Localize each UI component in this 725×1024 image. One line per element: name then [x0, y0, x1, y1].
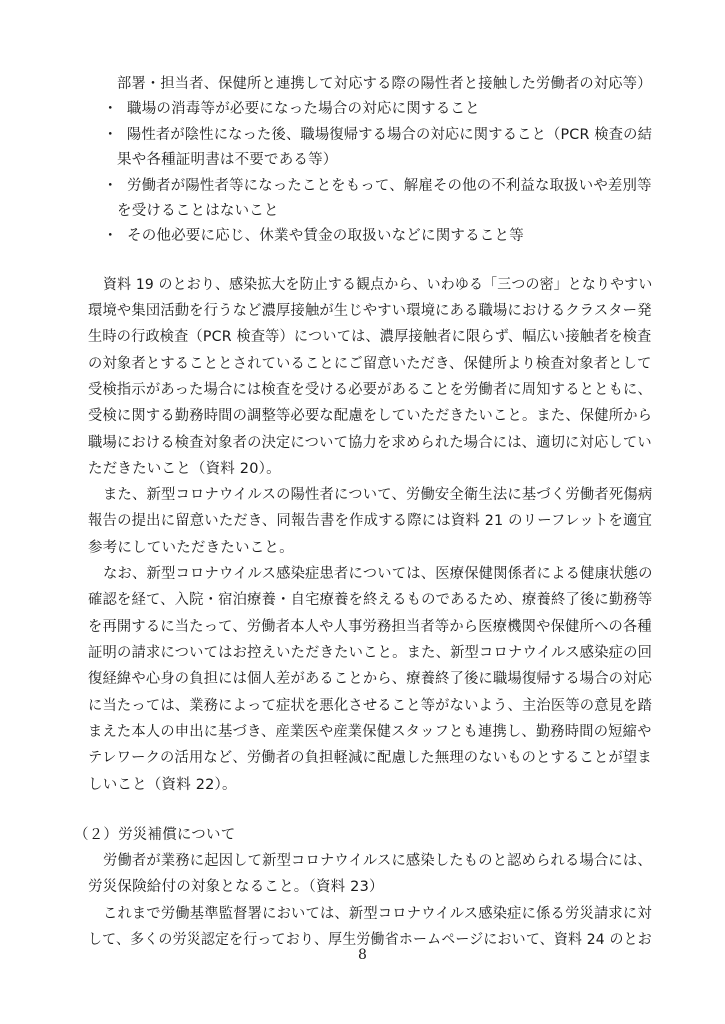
paragraph-line: ただきたいこと（資料 20）。 [88, 461, 281, 477]
paragraph-line: 受検に関する勤務時間の調整等必要な配慮をしていただきたいこと。また、保健所から [88, 408, 653, 424]
bullet-text-line: 陽性者が陰性になった後、職場復帰する場合の対応に関すること（PCR 検査の結 [127, 127, 653, 143]
paragraph-line: 復経緯や心身の負担には個人差があることから、療養終了後に職場復帰する場合の対応 [88, 671, 653, 687]
paragraph-line: の対象者とすることとされていることにご留意いただき、保健所より検査対象者として [88, 356, 652, 372]
section-heading: （２）労災補償について [74, 827, 236, 843]
bullet-text-line: を受けることはないこと [117, 203, 279, 219]
paragraph-line: これまで労働基準監督署においては、新型コロナウイルス感染症に係る労災請求に対 [103, 906, 652, 922]
paragraph-line: 報告の提出に留意いただき、同報告書を作成する際には資料 21 のリーフレットを適宜 [88, 513, 653, 529]
bullet-text-line: 労働者が陽性者等になったことをもって、解雇その他の不利益な取扱いや差別等 [127, 178, 652, 194]
bullet-text-line: 職場の消毒等が必要になった場合の対応に関すること [127, 101, 480, 117]
bullet-marker: ・ [103, 178, 118, 194]
paragraph-line: 資料 19 のとおり、感染拡大を防止する観点から、いわゆる「三つの密」となりやすい [103, 277, 653, 293]
paragraph-line: 受検指示があった場合には検査を受ける必要があることを労働者に周知するとともに、 [88, 382, 652, 398]
paragraph-line: 労働者が業務に起因して新型コロナウイルスに感染したものと認められる場合には、 [103, 853, 652, 869]
bullet-text-line: 果や各種証明書は不要である等） [117, 152, 338, 168]
bullet-continuation-line: 部署・担当者、保健所と連携して対応する際の陽性者と接触した労働者の対応等） [117, 76, 652, 92]
bullet-text-line: その他必要に応じ、休業や賃金の取扱いなどに関すること等 [127, 228, 524, 244]
paragraph-line: 確認を経て、入院・宿泊療養・自宅療養を終えるものであるため、療養終了後に勤務等 [88, 592, 653, 608]
paragraph-line: また、新型コロナウイルスの陽性者について、労働安全衛生法に基づく労働者死傷病 [103, 487, 653, 503]
paragraph-line: テレワークの活用など、労働者の負担軽減に配慮した無理のないものとすることが望ま [88, 750, 652, 766]
paragraph-line: 参考にしていただきたいこと。 [88, 540, 294, 556]
bullet-marker: ・ [103, 127, 118, 143]
paragraph-line: まえた本人の申出に基づき、産業医や産業保健スタッフとも連携し、勤務時間の短縮や [88, 724, 652, 740]
bullet-marker: ・ [103, 228, 118, 244]
paragraph-line: して、多くの労災認定を行っており、厚生労働省ホームページにおいて、資料 24 のとお [88, 932, 652, 948]
paragraph-line: 生時の行政検査（PCR 検査等）については、濃厚接触者に限らず、幅広い接触者を検査 [88, 329, 652, 345]
bullet-marker: ・ [103, 101, 118, 117]
paragraph-line: 労災保険給付の対象となること。（資料 23） [88, 879, 384, 895]
paragraph-line: しいこと（資料 22）。 [88, 777, 237, 793]
page-number: 8 [358, 947, 367, 963]
paragraph-line: 職場における検査対象者の決定について協力を求められた場合には、適切に対応してい [88, 435, 652, 451]
paragraph-line: 証明の請求についてはお控えいただきたいこと。また、新型コロナウイルス感染症の回 [88, 645, 653, 661]
paragraph-line: を再開するに当たって、労働者本人や人事労務担当者等から医療機関や保健所への各種 [88, 619, 652, 635]
paragraph-line: 環境や集団活動を行うなど濃厚接触が生じやすい環境にある職場におけるクラスター発 [88, 303, 652, 319]
paragraph-line: に当たっては、業務によって症状を悪化させること等がないよう、主治医等の意見を踏 [88, 698, 653, 714]
paragraph-line: なお、新型コロナウイルス感染症患者については、医療保健関係者による健康状態の [103, 566, 653, 582]
